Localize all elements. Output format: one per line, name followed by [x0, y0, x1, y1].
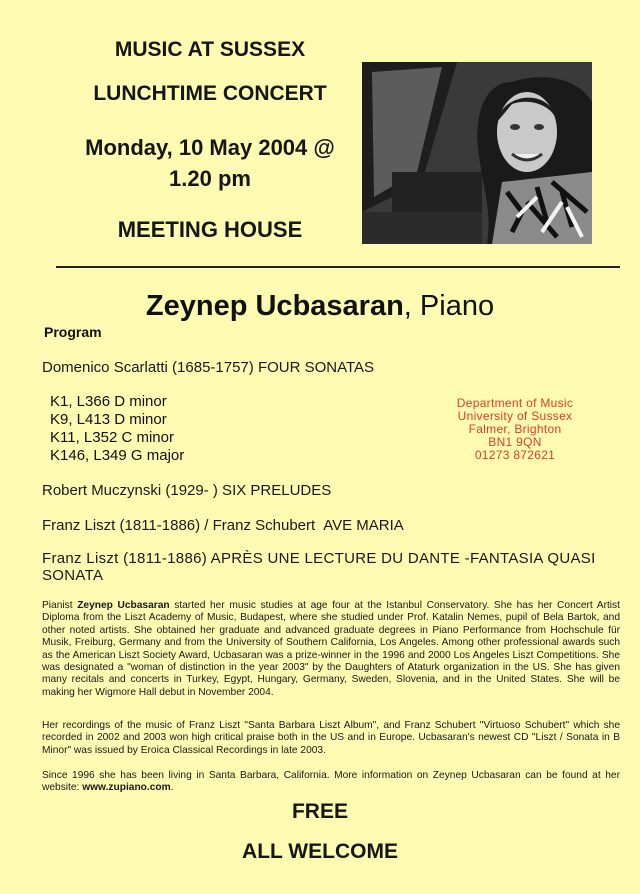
program-item-dante: Franz Liszt (1811-1886) APRÈS UNE LECTURE DU DANTE -FANTASIA QUASI SONATA — [42, 550, 596, 584]
program-item-scarlatti: Domenico Scarlatti (1685-1757) FOUR SONATAS — [42, 359, 375, 376]
department-stamp — [440, 397, 590, 462]
header-divider — [56, 266, 620, 268]
stamp-line: BN1 9QN — [488, 435, 542, 449]
admission-free: FREE — [291, 800, 348, 823]
all-welcome: ALL WELCOME — [242, 840, 398, 863]
program-item-composers: Franz Liszt (1811-1886) / Franz Schubert — [42, 517, 316, 534]
stamp-line: Department of Music — [456, 396, 574, 410]
performer-heading — [0, 290, 640, 323]
stamp-line: Falmer, Brighton — [468, 422, 562, 436]
recordings-paragraph: Her recordings of the music of Franz Liszt "Santa Barbara Liszt Album", and Franz Schubert "Virtuoso Schubert" which she recorded in 2002 and 2003 won high critical praise both in the US and in Europe. Ucbasaran's newest CD "Liszt / Sonata in B Minor" was issued by Eroica Classical Recordings in late 2003. — [42, 720, 620, 756]
performer-photo — [362, 62, 592, 244]
website-link[interactable]: www.zupiano.com — [82, 782, 171, 794]
program-item-ave-maria: AVE MARIA — [323, 517, 404, 534]
concert-date: Monday, 10 May 2004 @ — [85, 135, 335, 160]
program-item-muczynski: Robert Muczynski (1929- ) SIX PRELUDES — [42, 482, 332, 499]
sonata-item: K9, L413 D minor — [50, 411, 167, 428]
website-end: . — [170, 782, 174, 794]
concert-time: 1.20 pm — [169, 166, 251, 191]
performer-name: Zeynep Ucbasaran — [145, 290, 404, 322]
performer-instrument: , Piano — [403, 290, 495, 322]
stamp-line: University of Sussex — [457, 409, 573, 423]
bio-performer-name: Zeynep Ucbasaran — [77, 600, 170, 611]
biography-paragraph — [42, 600, 620, 699]
sonata-item: K1, L366 D minor — [50, 393, 167, 410]
stamp-line: 01273 872621 — [474, 448, 556, 462]
sonata-item: K11, L352 C minor — [50, 429, 174, 446]
website-intro: Since 1996 she has been living in Santa Barbara, California. More information on Zeynep Ucbasaran can be found at her website: — [42, 770, 620, 794]
concert-series-title: MUSIC AT SUSSEX — [114, 38, 306, 61]
bio-prefix: Pianist — [42, 600, 78, 611]
program-label: Program — [44, 324, 102, 340]
concert-venue: MEETING HOUSE — [117, 217, 303, 242]
concert-type-title: LUNCHTIME CONCERT — [93, 82, 327, 105]
performer-photo-illustration — [362, 62, 592, 244]
bio-text: started her music studies at age four at the Istanbul Conservatory. She has her Concert Artist Diploma from the Liszt Academy of Music, Budapest, where she studied under Prof. Katalin Nemes, pupil of Bela Bartok, and other noted artists. She obtained her graduate and advanced graduate degrees in Piano Performance from Hochschule für Musik, Freiburg, Germany and from the University of Southern California, Los Angeles. Among other professional awards such as the American Liszt Society Award, Ucbasaran was a prize-winner in the 1996 and 2000 Los Angeles Liszt Competitions. She was designated a "woman of distinction in the year 2003" by the Daughters of Ataturk organization in the US. She has given many recitals and concerts in Turkey, Egypt, Hungary, Germany, Sweden, Slovenia, and in the United States. She will be making her Wigmore Hall debut in November 2004. — [42, 600, 620, 698]
website-paragraph — [42, 770, 620, 795]
sonata-item: K146, L349 G major — [50, 447, 185, 464]
program-item-liszt-schubert — [42, 517, 404, 534]
